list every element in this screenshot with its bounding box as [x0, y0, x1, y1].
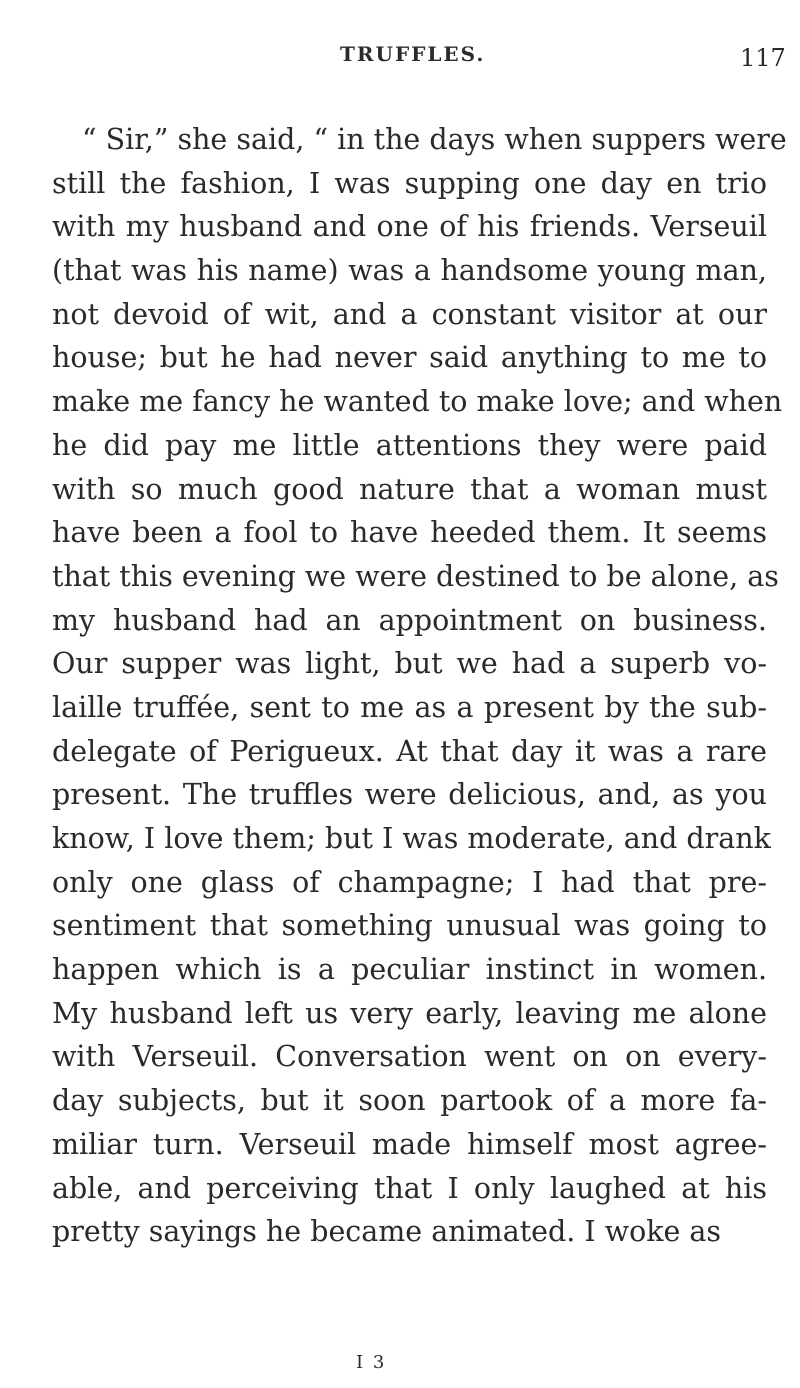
- text-line: able, and perceiving that I only laughed at his: [52, 1171, 767, 1205]
- text-line: day subjects, but it soon partook of a more fa-: [52, 1084, 767, 1118]
- text-line: happen which is a peculiar instinct in women.: [52, 953, 767, 987]
- text-line: with so much good nature that a woman must: [52, 472, 767, 506]
- text-line: miliar turn. Verseuil made himself most agree-: [52, 1127, 767, 1161]
- text-line: know, I love them; but I was moderate, and drank: [52, 822, 771, 855]
- text-line: My husband left us very early, leaving me alone: [52, 996, 767, 1030]
- text-line: make me fancy he wanted to make love; and when: [52, 385, 783, 419]
- page-number: 117: [740, 44, 786, 72]
- text-line: laille truffée, sent to me as a present by the sub-: [52, 690, 767, 724]
- text-line: with my husband and one of his friends. Verseuil: [52, 210, 767, 244]
- text-line: sentiment that something unusual was going to: [52, 909, 767, 943]
- text-line: with Verseuil. Conversation went on on every-: [52, 1040, 767, 1074]
- text-line: still the fashion, I was supping one day en trio: [52, 166, 767, 200]
- text-line: my husband had an appointment on business.: [52, 603, 767, 637]
- text-line: “ Sir,” she said, “ in the days when suppers were: [82, 123, 787, 156]
- running-head: [0, 32, 800, 72]
- signature-mark: I 3: [356, 1352, 387, 1373]
- text-line: Our supper was light, but we had a superb vo-: [52, 647, 767, 681]
- text-line: delegate of Perigueux. At that day it was a rare: [52, 734, 767, 768]
- running-title: TRUFFLES.: [340, 42, 486, 66]
- text-line: house; but he had never said anything to me to: [52, 341, 767, 375]
- text-line: he did pay me little attentions they were paid: [52, 428, 767, 462]
- text-line: (that was his name) was a handsome young man,: [52, 254, 767, 288]
- text-line: present. The truffles were delicious, and, as you: [52, 778, 767, 812]
- text-line: not devoid of wit, and a constant visitor at our: [52, 297, 767, 331]
- text-line: have been a fool to have heeded them. It seems: [52, 516, 767, 550]
- body-text: [52, 118, 787, 1254]
- text-line: pretty sayings he became animated. I woke as: [52, 1215, 722, 1249]
- text-line: only one glass of champagne; I had that pre-: [52, 865, 767, 899]
- text-line: that this evening we were destined to be alone, as: [52, 559, 779, 593]
